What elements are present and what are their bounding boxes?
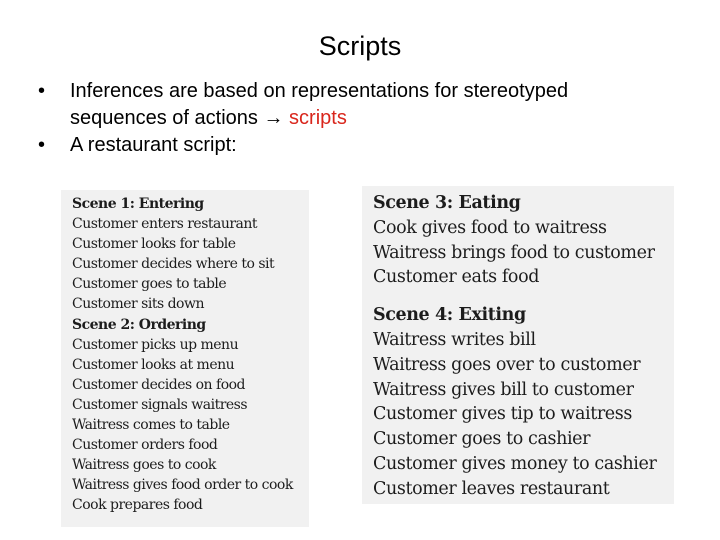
- script-step: Cook prepares food: [72, 497, 203, 514]
- bullet-line: A restaurant script:: [70, 134, 237, 156]
- script-step: Waitress brings food to customer: [373, 242, 655, 263]
- script-step: Waitress gives bill to customer: [373, 379, 634, 400]
- bullet-line: [70, 105, 698, 132]
- bullet-text: sequences of actions: [70, 107, 264, 129]
- script-step: Customer looks for table: [72, 236, 236, 253]
- script-step: Cook gives food to waitress: [373, 217, 607, 238]
- script-step: Waitress goes to cook: [72, 457, 216, 474]
- bullet-marker: •: [38, 80, 46, 102]
- bullet-marker: •: [38, 134, 46, 156]
- script-step: Customer looks at menu: [72, 356, 235, 373]
- script-step: Customer goes to table: [72, 276, 227, 293]
- script-step: Customer picks up menu: [72, 336, 239, 353]
- script-step: Waitress gives food order to cook: [72, 477, 293, 494]
- bullet-line: Inferences are based on representations for stereotyped: [70, 80, 569, 102]
- slide-title: Scripts: [318, 31, 402, 61]
- script-step: Customer leaves restaurant: [373, 478, 610, 499]
- bullet-list: [38, 78, 698, 159]
- script-step: Customer gives tip to waitress: [373, 404, 632, 425]
- script-step: Customer goes to cashier: [373, 429, 591, 450]
- script-step: Customer decides where to sit: [72, 256, 275, 273]
- script-step: Customer sits down: [72, 296, 204, 313]
- bullet-item: [38, 78, 698, 132]
- scene-heading: Scene 1: Entering: [72, 196, 204, 212]
- script-step: Customer gives money to cashier: [373, 453, 657, 474]
- scene-block: [373, 191, 674, 290]
- scene-block: [72, 315, 309, 516]
- highlight-text: scripts: [289, 107, 347, 129]
- scene-heading: Scene 2: Ordering: [72, 316, 206, 333]
- script-panel-left: [61, 190, 309, 527]
- script-step: Customer signals waitress: [72, 396, 248, 413]
- scene-block: [373, 303, 674, 501]
- script-step: Waitress goes over to customer: [373, 354, 641, 375]
- script-step: Customer eats food: [373, 267, 540, 288]
- script-panel-right: [362, 186, 674, 504]
- script-step: Customer orders food: [72, 437, 218, 454]
- scene-heading: Scene 4: Exiting: [373, 305, 526, 326]
- scene-block: [72, 194, 309, 315]
- scene-heading: Scene 3: Eating: [373, 193, 521, 213]
- script-step: Waitress comes to table: [72, 417, 230, 434]
- bullet-item: [38, 132, 698, 159]
- script-step: Customer decides on food: [72, 376, 246, 393]
- script-step: Customer enters restaurant: [72, 216, 258, 233]
- arrow-right-icon: →: [263, 107, 284, 129]
- script-step: Waitress writes bill: [373, 329, 536, 350]
